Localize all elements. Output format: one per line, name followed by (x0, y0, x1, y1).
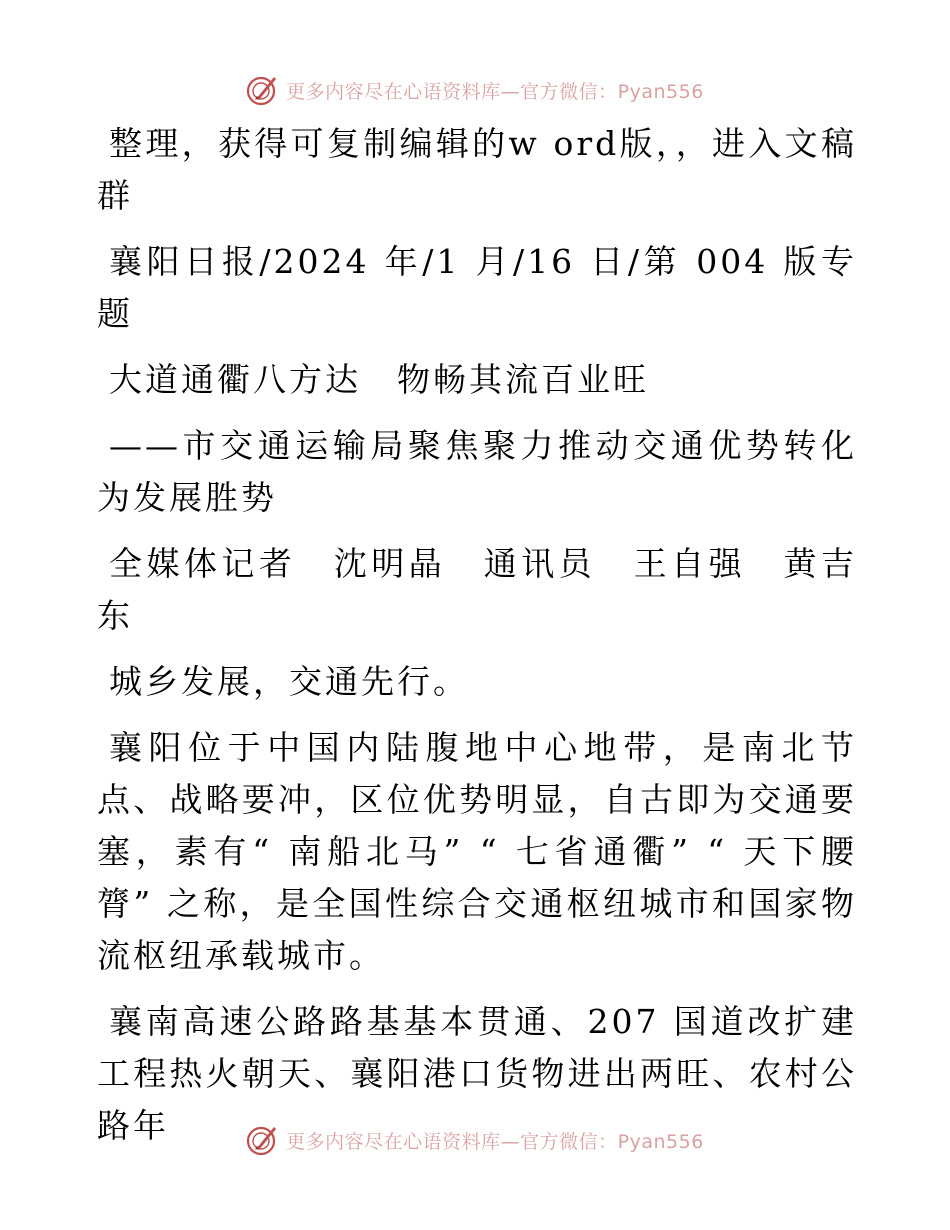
watermark-banner-bottom (0, 1120, 950, 1160)
paragraph-body: 城乡发展，交通先行。 (109, 662, 469, 701)
paragraph-intro: 整理，获得可复制编辑的w ord版，，进入文稿群 (97, 124, 857, 215)
document-body (97, 118, 857, 1166)
watermark-text: 更多内容尽在心语资料库—官方微信：Pyan556 (286, 80, 704, 103)
watermark-banner-top (0, 70, 950, 110)
article-title: 大道通衢八方达 物畅其流百业旺 (109, 360, 649, 399)
paragraph-body: 襄南高速公路路基基本贯通、207 国道改扩建工程热火朝天、襄阳港口货物进出两旺、农村公路年 (97, 1002, 857, 1145)
paragraph-body: 襄阳位于中国内陆腹地中心地带，是南北节点、战略要冲，区位优势明显，自古即为交通要塞，素有“ 南船北马” “ 七省通衢” “ 天下腰膂” 之称，是全国性综合交通枢纽城市和国家物流枢纽承载城市。 (97, 728, 857, 975)
quill-pen-seal-icon (246, 1123, 280, 1157)
article-byline: 全媒体记者 沈明晶 通讯员 王自强 黄吉东 (97, 544, 857, 635)
paragraph-source: 襄阳日报/2024 年/1 月/16 日/第 004 版专题 (97, 242, 857, 333)
watermark-text: 更多内容尽在心语资料库—官方微信：Pyan556 (286, 1130, 704, 1153)
article-subtitle: ——市交通运输局聚焦聚力推动交通优势转化为发展胜势 (97, 426, 857, 517)
quill-pen-seal-icon (246, 73, 280, 107)
